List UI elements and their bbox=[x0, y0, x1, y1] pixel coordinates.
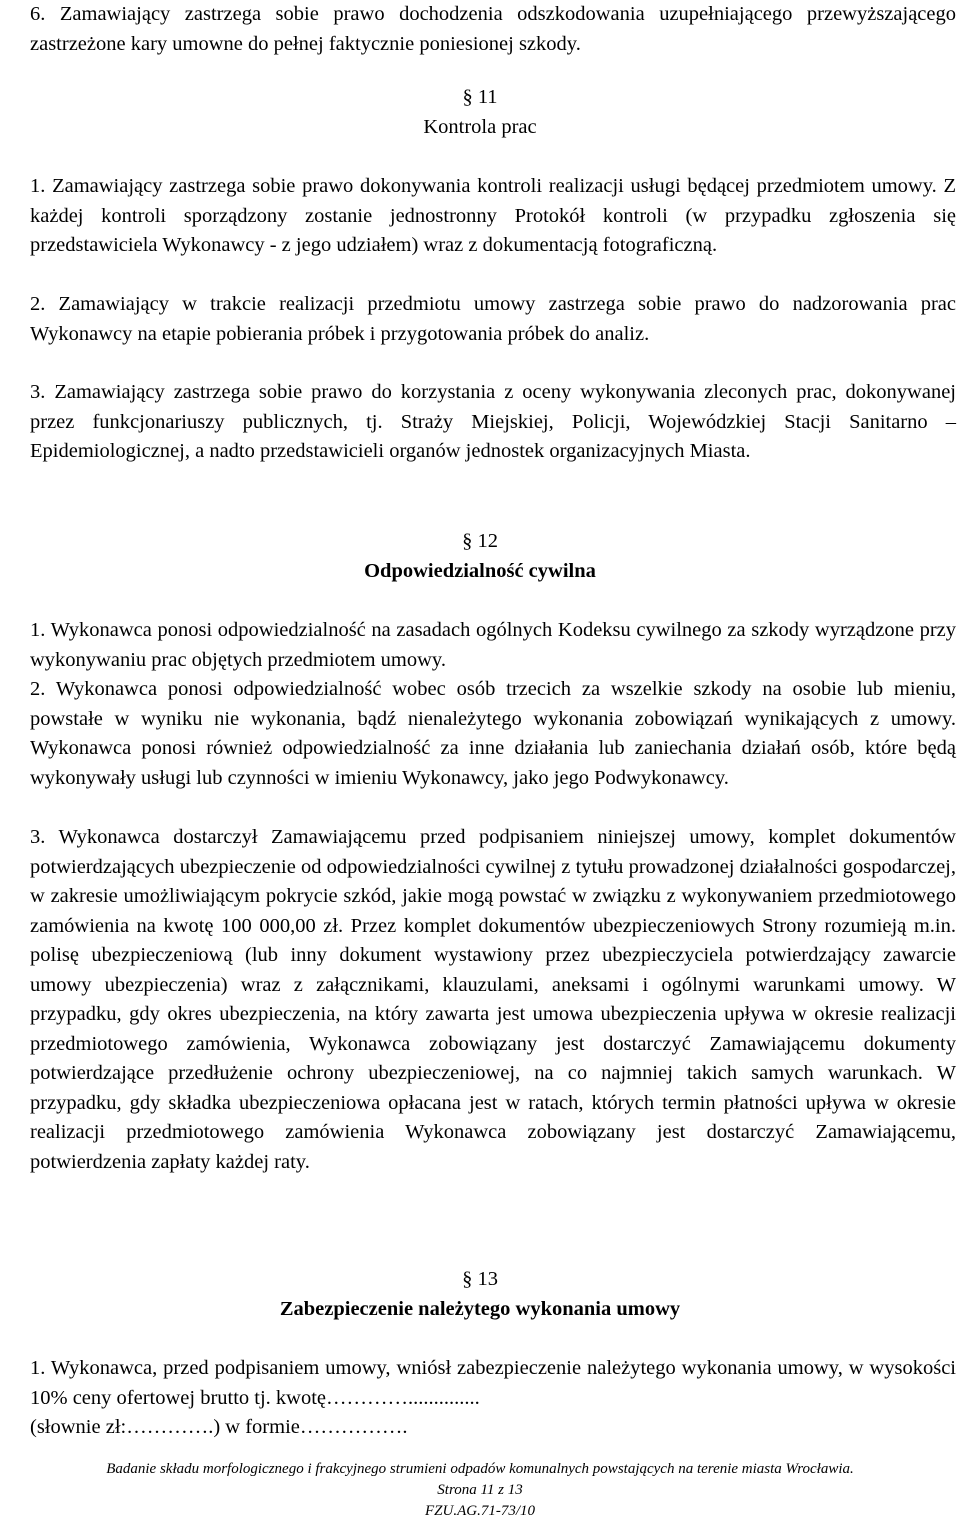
footer-title: Badanie składu morfologicznego i frakcyjnego strumieni odpadów komunalnych powstających na terenie miasta Wrocławia. bbox=[106, 1461, 854, 1477]
section-12-number: § 12 bbox=[462, 530, 498, 552]
paragraph-6: 6. Zamawiający zastrzega sobie prawo dochodzenia odszkodowania uzupełniającego przewyższającego zastrzeżone kary umowne do pełnej faktycznie poniesionej szkody. bbox=[30, 3, 956, 55]
section-13-number: § 13 bbox=[462, 1268, 498, 1290]
section-12-paragraph-1: 1. Wykonawca ponosi odpowiedzialność na zasadach ogólnych Kodeksu cywilnego za szkody wyrządzone przy wykonywaniu prac objętych przedmiotem umowy. bbox=[30, 619, 956, 671]
footer-document-code: FZU.AG.71-73/10 bbox=[425, 1503, 535, 1519]
section-12-paragraph-3: 3. Wykonawca dostarczył Zamawiającemu przed podpisaniem niniejszej umowy, komplet dokumentów potwierdzających ubezpieczenie od odpowiedzialności cywilnej z tytułu prowadzonej działalności gospodarczej, w zakresie umożliwiającym pokrycie szkód, jakie mogą powstać w związku z wykonywaniem przedmiotowego zamówienia na kwotę 100 000,00 zł. Przez komplet dokumentów ubezpieczeniowych Strony rozumieją m.in. polisę ubezpieczeniową (lub inny dokument wystawiony przez ubezpieczyciela potwierdzający zawarcie umowy ubezpieczenia) wraz z załącznikami, klauzulami, aneksami i ogólnymi warunkami umowy. W przypadku, gdy okres ubezpieczenia, na który zawarta jest umowa ubezpieczenia upływa w okresie realizacji przedmiotowego zamówienia, Wykonawca zobowiązany jest dostarczyć Zamawiającemu dokumenty potwierdzające przedłużenie ochrony ubezpieczeniowej, na co najmniej takich samych warunkach. W przypadku, gdy składka ubezpieczeniowa opłacana jest w ratach, których termin płatności upływa w okresie realizacji przedmiotowego zamówienia Wykonawca zobowiązany jest dostarczyć Zamawiającemu, potwierdzenia zapłaty każdej raty. bbox=[30, 826, 956, 1173]
section-11-number: § 11 bbox=[462, 86, 498, 108]
section-12-paragraph-2: 2. Wykonawca ponosi odpowiedzialność wobec osób trzecich za wszelkie szkody na osobie lub mieniu, powstałe w wyniku nie wykonania, bądź nienależytego wykonania zobowiązań wynikających z umowy. Wykonawca ponosi również odpowiedzialność za inne działania lub zaniechania działań osób, które będą wykonywały usługi lub czynności w imieniu Wykonawcy, jako jego Podwykonawcy. bbox=[30, 678, 956, 789]
section-13-paragraph-1: 1. Wykonawca, przed podpisaniem umowy, wniósł zabezpieczenie należytego wykonania umowy, w wysokości 10% ceny ofertowej brutto tj. kwotę………….............. bbox=[30, 1357, 956, 1409]
section-12-title: Odpowiedzialność cywilna bbox=[364, 560, 596, 582]
section-11-paragraph-2: 2. Zamawiający w trakcie realizacji przedmiotu umowy zastrzega sobie prawo do nadzorowania prac Wykonawcy na etapie pobierania próbek i przygotowania próbek do analiz. bbox=[30, 293, 956, 345]
section-11-title: Kontrola prac bbox=[423, 116, 537, 138]
section-11-paragraph-1: 1. Zamawiający zastrzega sobie prawo dokonywania kontroli realizacji usługi będącej przedmiotem umowy. Z każdej kontroli sporządzony zostanie jednostronny Protokół kontroli (w przypadku zgłoszenia się przedstawiciela Wykonawcy - z jego udziałem) wraz z dokumentacją fotograficzną. bbox=[30, 175, 956, 256]
section-13-paragraph-1-continued: (słownie zł:………….) w formie……………. bbox=[30, 1416, 408, 1438]
section-13-title: Zabezpieczenie należytego wykonania umowy bbox=[279, 1298, 681, 1320]
footer-page-number: Strona 11 z 13 bbox=[437, 1482, 523, 1498]
section-11-paragraph-3: 3. Zamawiający zastrzega sobie prawo do korzystania z oceny wykonywania zleconych prac, dokonywanej przez funkcjonariuszy publicznych, tj. Straży Miejskiej, Policji, Wojewódzkiej Stacji Sanitarno – Epidemiologicznej, a nadto przedstawicieli organów jednostek organizacyjnych Miasta. bbox=[30, 381, 956, 462]
